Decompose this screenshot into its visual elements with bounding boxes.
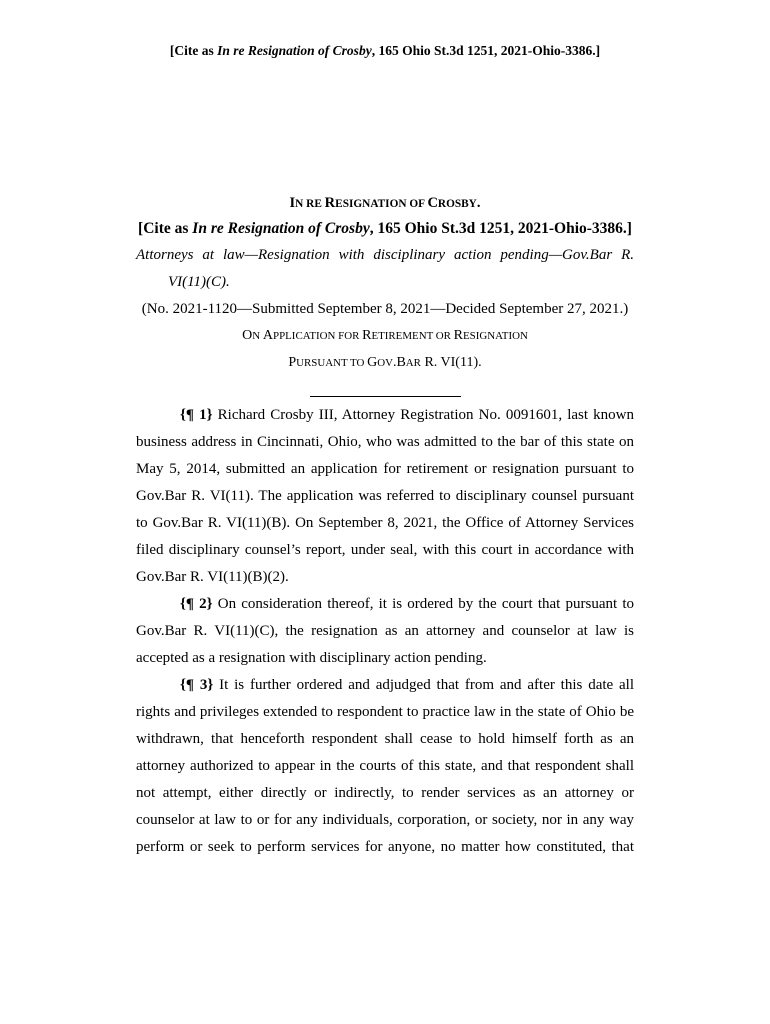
syllabus-line: Attorneys at law—Resignation with disciplinary action pending—Gov.Bar R. [136,247,634,263]
application-heading: ON APPLICATION FOR RETIREMENT OR RESIGNATION [242,328,528,343]
paragraph-number: {¶ 3} [180,677,214,693]
paragraph-3-line: counselor at law to or for any individuals, corporation, or society, nor in any way [136,812,634,828]
case-title: IN RE RESIGNATION OF CROSBY. [289,195,481,211]
paragraph-1-line: Gov.Bar R. VI(11). The application was referred to disciplinary counsel pursuant [136,488,634,504]
case-citation: [Cite as In re Resignation of Crosby, 165 Ohio St.3d 1251, 2021-Ohio-3386.] [138,220,632,237]
paragraph-3-line: perform or seek to perform services for anyone, no matter how constituted, that [136,839,634,855]
paragraph-3-line: not attempt, either directly or indirectly, to render services as an attorney or [136,785,634,801]
paragraph-number: {¶ 2} [180,596,213,612]
paragraph-3-line: attorney authorized to appear in the courts of this state, and that respondent shall [136,758,634,774]
paragraph-1-line: May 5, 2014, submitted an application for retirement or resignation pursuant to [136,461,634,477]
paragraph-3-line: {¶ 3} It is further ordered and adjudged that from and after this date all [180,677,635,693]
paragraph-1-line: Gov.Bar R. VI(11)(B)(2). [136,569,289,585]
paragraph-3-line: rights and privileges extended to respondent to practice law in the state of Ohio be [136,704,634,720]
docket-line: (No. 2021-1120—Submitted September 8, 2021—Decided September 27, 2021.) [141,301,629,317]
paragraph-1-line: to Gov.Bar R. VI(11)(B). On September 8, 2021, the Office of Attorney Services [136,515,634,531]
paragraph-3-line: withdrawn, that henceforth respondent shall cease to hold himself forth as an [136,731,634,747]
paragraph-2-line: accepted as a resignation with disciplinary action pending. [136,650,487,666]
paragraph-1-line: {¶ 1} Richard Crosby III, Attorney Registration No. 0091601, last known [180,407,634,423]
syllabus-line: VI(11)(C). [168,274,230,290]
paragraph-1-line: business address in Cincinnati, Ohio, who was admitted to the bar of this state on [136,434,634,450]
paragraph-1-line: filed disciplinary counsel’s report, under seal, with this court in accordance with [136,542,634,558]
application-heading: PURSUANT TO GOV.BAR R. VI(11). [288,355,482,370]
paragraph-2-line: {¶ 2} On consideration thereof, it is ordered by the court that pursuant to [180,596,634,612]
paragraph-number: {¶ 1} [180,407,213,423]
paragraph-2-line: Gov.Bar R. VI(11)(C), the resignation as an attorney and counselor at law is [136,623,634,639]
citation-header: [Cite as In re Resignation of Crosby, 165 Ohio St.3d 1251, 2021-Ohio-3386.] [169,43,601,58]
separator-rule [310,396,461,397]
